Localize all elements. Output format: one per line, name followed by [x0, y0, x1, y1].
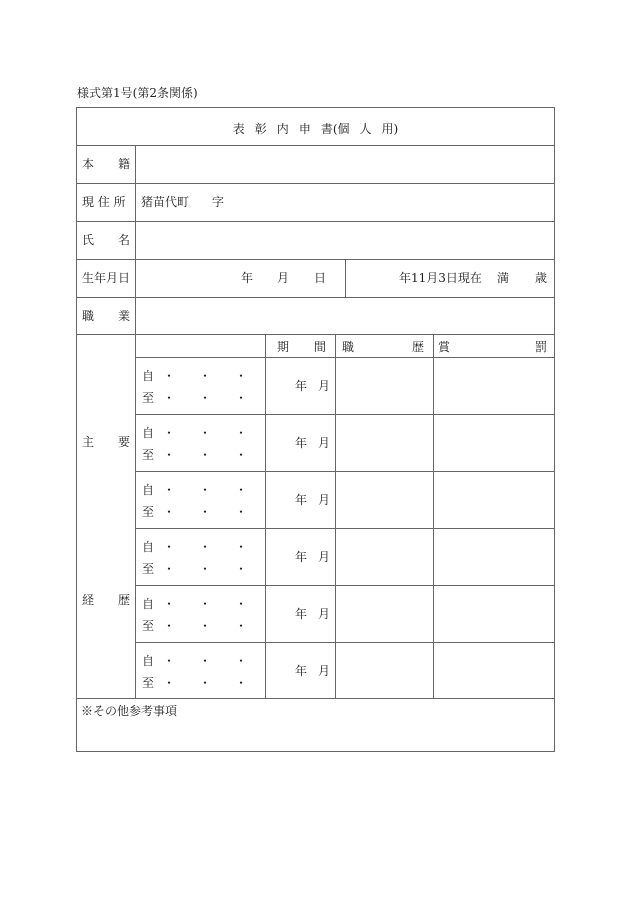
title-char: 書(個: [320, 122, 350, 136]
divider: [433, 334, 434, 698]
from-date[interactable]: ・ ・ ・: [163, 483, 248, 497]
to-label: 至: [142, 505, 155, 519]
full-age-label: 満: [497, 271, 510, 285]
divider: [135, 585, 555, 586]
award-field[interactable]: [435, 359, 553, 413]
header-awards-2: 罰: [535, 340, 548, 354]
birth-year-unit: 年: [241, 271, 254, 285]
title-char: 表: [232, 122, 245, 136]
from-date[interactable]: ・ ・ ・: [163, 369, 248, 383]
career-field[interactable]: [337, 473, 432, 527]
duration-month: 月: [318, 379, 331, 393]
label-birthdate: 生年月日: [82, 271, 131, 285]
to-label: 至: [142, 619, 155, 633]
header-awards-1: 賞: [438, 340, 451, 354]
from-label: 自: [142, 540, 155, 554]
header-career-2: 歴: [412, 340, 425, 354]
title-char: 内: [276, 122, 289, 136]
divider: [76, 145, 555, 146]
label-honseki-1: 本: [82, 157, 95, 171]
label-career-3: 経: [82, 593, 95, 607]
to-date[interactable]: ・ ・ ・: [163, 448, 248, 462]
divider: [135, 528, 555, 529]
to-date[interactable]: ・ ・ ・: [163, 676, 248, 690]
to-date[interactable]: ・ ・ ・: [163, 619, 248, 633]
to-date[interactable]: ・ ・ ・: [163, 562, 248, 576]
to-date[interactable]: ・ ・ ・: [163, 505, 248, 519]
address-town: 猪苗代町: [141, 195, 190, 209]
duration-year: 年: [295, 379, 308, 393]
divider: [335, 334, 336, 698]
header-career-1: 職: [342, 340, 355, 354]
award-field[interactable]: [435, 644, 553, 697]
address-aza: 字: [212, 195, 225, 209]
occupation-field[interactable]: [137, 299, 553, 333]
label-name-1: 氏: [82, 233, 95, 247]
address-field[interactable]: [230, 185, 553, 220]
divider: [265, 334, 266, 698]
title-char: 人: [359, 122, 372, 136]
career-field[interactable]: [337, 530, 432, 584]
name-field[interactable]: [137, 223, 553, 258]
from-date[interactable]: ・ ・ ・: [163, 426, 248, 440]
title-char: 彰: [254, 122, 267, 136]
divider: [76, 259, 555, 260]
label-address: 現 住 所: [82, 195, 126, 209]
award-field[interactable]: [435, 587, 553, 641]
award-field[interactable]: [435, 473, 553, 527]
label-honseki-2: 籍: [118, 157, 131, 171]
label-occupation-1: 職: [82, 309, 95, 323]
duration-month: 月: [318, 664, 331, 678]
birth-month-unit: 月: [277, 271, 290, 285]
form-title: [76, 120, 555, 137]
career-field[interactable]: [337, 359, 432, 413]
divider: [76, 334, 555, 335]
divider: [76, 698, 555, 699]
duration-year: 年: [295, 607, 308, 621]
duration-year: 年: [295, 550, 308, 564]
from-label: 自: [142, 654, 155, 668]
duration-month: 月: [318, 493, 331, 507]
from-date[interactable]: ・ ・ ・: [163, 540, 248, 554]
divider: [345, 259, 346, 297]
career-field[interactable]: [337, 587, 432, 641]
to-label: 至: [142, 676, 155, 690]
duration-year: 年: [295, 664, 308, 678]
label-occupation-2: 業: [118, 309, 131, 323]
award-field[interactable]: [435, 416, 553, 470]
divider: [135, 642, 555, 643]
to-label: 至: [142, 562, 155, 576]
divider: [76, 297, 555, 298]
header-period-1: 期: [277, 340, 290, 354]
from-label: 自: [142, 483, 155, 497]
label-name-2: 名: [118, 233, 131, 247]
divider: [135, 357, 555, 358]
label-career-2: 要: [118, 435, 131, 449]
age-as-of-date: 年11月3日現在: [399, 271, 482, 285]
to-label: 至: [142, 448, 155, 462]
title-char: 申: [298, 122, 311, 136]
duration-year: 年: [295, 436, 308, 450]
age-unit: 歳: [535, 271, 548, 285]
divider: [135, 145, 136, 698]
career-field[interactable]: [337, 644, 432, 697]
divider: [76, 183, 555, 184]
divider: [135, 471, 555, 472]
notes-label: ※その他参考事項: [81, 704, 178, 718]
duration-month: 月: [318, 550, 331, 564]
duration-month: 月: [318, 436, 331, 450]
from-date[interactable]: ・ ・ ・: [163, 654, 248, 668]
title-char: 用): [381, 122, 399, 136]
from-label: 自: [142, 369, 155, 383]
notes-field[interactable]: [78, 720, 553, 750]
to-label: 至: [142, 391, 155, 405]
header-period-2: 間: [314, 340, 327, 354]
divider: [76, 221, 555, 222]
career-field[interactable]: [337, 416, 432, 470]
label-career-1: 主: [82, 435, 95, 449]
birth-day-unit: 日: [314, 271, 327, 285]
form-number-caption: 様式第1号(第2条関係): [77, 86, 198, 100]
to-date[interactable]: ・ ・ ・: [163, 391, 248, 405]
duration-year: 年: [295, 493, 308, 507]
award-field[interactable]: [435, 530, 553, 584]
honseki-field[interactable]: [137, 147, 553, 182]
duration-month: 月: [318, 607, 331, 621]
from-label: 自: [142, 597, 155, 611]
from-date[interactable]: ・ ・ ・: [163, 597, 248, 611]
label-career-4: 歴: [118, 593, 131, 607]
divider: [135, 414, 555, 415]
from-label: 自: [142, 426, 155, 440]
